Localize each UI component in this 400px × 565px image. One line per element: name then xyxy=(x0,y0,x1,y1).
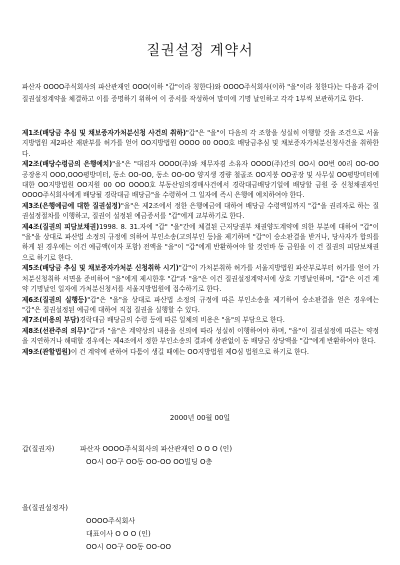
article-3 xyxy=(22,201,379,222)
party-a-block xyxy=(22,443,382,469)
party-a-address: OO시 OO구 OO동 OO-OO OO빌딩 O층 xyxy=(86,458,213,466)
article-9 xyxy=(22,347,379,357)
document-title: 질권설정 계약서 xyxy=(146,43,254,59)
article-8 xyxy=(22,326,379,347)
article-text: "갑"과 "을"은 계약상의 내용을 신의에 따라 성실히 이행하여야 하며, "을"이 질권설정에 따른는 약정을 지연하거나 해태할 경우에는 제4조에서 정한 부인소송의 결과에 상관없이 동 배당금 상당액을 "갑"에게 반환하여야 한다. xyxy=(22,326,379,346)
article-heading: 제5조(배당금 추심 및 채보증자가처분 신청취하 시기) xyxy=(22,264,179,273)
article-text: "을"은 "대검자 OOOO(주)와 채무자겸 소유자 OOOO(주)간의 OO시 OO번 00리 OO-OO 공장용지 OOO,OOO평방미터, 동소 OO-OO, 동소 OO-OO 양지생 경량 철골조 OO지붕 OO공장 및 사무실 OO평방미터에 대한 OO지방법원 OO지원 00 OO OOOO호 부동산임의경매사건에서 경락대금배당기일에 배당할 금원 중 신청채권자인 OOOO주식회사에게 배당될 경락대금 배당금"을 수령하여 그 일자에 즉시 은행에 예치하여야 한다. xyxy=(22,160,379,200)
article-heading: 제6조(질권의 실행등) xyxy=(22,295,88,304)
article-text: "갑"이 가처분취하 허가를 서울지방법원 파산부로부터 허가를 얻어 가처분신청취하 서면을 준비하여 "을"에게 제시한후 "갑"과 "을"은 이건 질권설정계약서에 상호 기명날인하며, "갑"은 이건 계약 기명날인 일자에 가처분신청서를 서울지방법원에 접수하기로 한다. xyxy=(22,264,379,294)
article-heading: 제7조(비용의 부담) xyxy=(22,316,80,325)
intro-paragraph: 파산자 OOOO주식회사의 파산관재인 OOO(이하 "갑"이라 칭한다)와 OOOO주식회사(이하 "을"이라 칭한다)는 다음과 같이 질권설정계약을 체결하고 이를 증명하기 위하여 이 증서를 작성하여 말미에 기명 날인하고 각각 1부씩 보관하기로 한다. xyxy=(22,83,379,104)
article-1 xyxy=(22,128,379,159)
article-7 xyxy=(22,315,379,325)
party-b-label: 을(질권설정자) xyxy=(22,504,69,512)
article-text: "갑"은 "을"을 상대로 파산법 소정의 규정에 따른 부인소송을 제기하여 승소판결을 얻은 경우에는 "갑"은 질권설정된 예금에 대하여 직접 질권을 실행할 수 있다. xyxy=(22,295,379,314)
article-heading: 제1조(배당금 추심 및 채보증자가처분신청 사건의 취하) xyxy=(22,129,186,137)
article-heading: 제2조(배당수령금의 은행예치) xyxy=(22,160,113,169)
party-b-block xyxy=(22,502,382,554)
party-a-label: 갑(질권자) xyxy=(22,445,55,453)
article-text: 경락대금 배당금의 수령 등에 따른 일체의 비용은 "을"의 부담으로 한다. xyxy=(79,316,285,325)
articles-list xyxy=(22,128,379,357)
article-heading: 제4조(질권의 피담보채권) xyxy=(22,222,100,231)
article-heading: 제9조(관할법원) xyxy=(22,347,71,356)
article-text: 이 건 계약에 관하여 다툼이 생길 때에는 OO지방법원 제O심 법원으로 하기로 한다. xyxy=(70,347,310,356)
party-b-representative: 대표이사 O O O (인) xyxy=(86,530,151,538)
article-text: 1998. 8. 31.자에 "갑" "을"간에 체결된 근저당권부 채권양도계약에 의한 부분에 대하여 "갑"이 "을"을 상대로 파산법 소정의 규정에 의하여 부인소송(고의부인 등)을 제기하며 "갑"이 승소판결을 받거나, 당사자가 합의를 하게 된 경우에는 이건 예금액(이자 포함) 전액을 "을"이 "갑"에게 반환하여야 할 것인바 동 금원을 이 건 질권의 피담보채권으로 하기로 한다. xyxy=(22,222,379,262)
article-heading: 제3조(은행예금에 대한 질권설정) xyxy=(22,201,121,210)
article-6 xyxy=(22,295,379,316)
article-heading: 제8조(선관주의 의무) xyxy=(22,326,87,335)
article-4 xyxy=(22,222,379,264)
article-text: "을"은 제2조에서 정한 은행예금에 대하여 배당금 수령액일까지 "갑"을 권리자로 하는 질권설정절차를 이행하고, 질권이 설정된 예금증서를 "갑"에게 교부하기로 한다. xyxy=(22,201,379,221)
article-5 xyxy=(22,263,379,294)
article-2 xyxy=(22,159,379,201)
party-b-company: OOOO주식회사 xyxy=(86,517,136,525)
contract-date: 2000년 00월 00일 xyxy=(169,414,231,422)
party-b-address: OO시 OO구 OO동 OO-OO xyxy=(86,543,171,551)
party-a-name: 파산자 OOOO주식회사의 파산관재인 O O O (인) xyxy=(80,445,233,453)
article-text: "갑"은 "을"이 다음의 각 조항을 성실히 이행할 것을 조건으로 서울지방법원 제2파산 재판부를 허가를 얻어 OO지방법원 OOOO 00 OOO호 배당금추심 및 채보증자가처분신청사건을 취하한다. xyxy=(22,129,379,158)
